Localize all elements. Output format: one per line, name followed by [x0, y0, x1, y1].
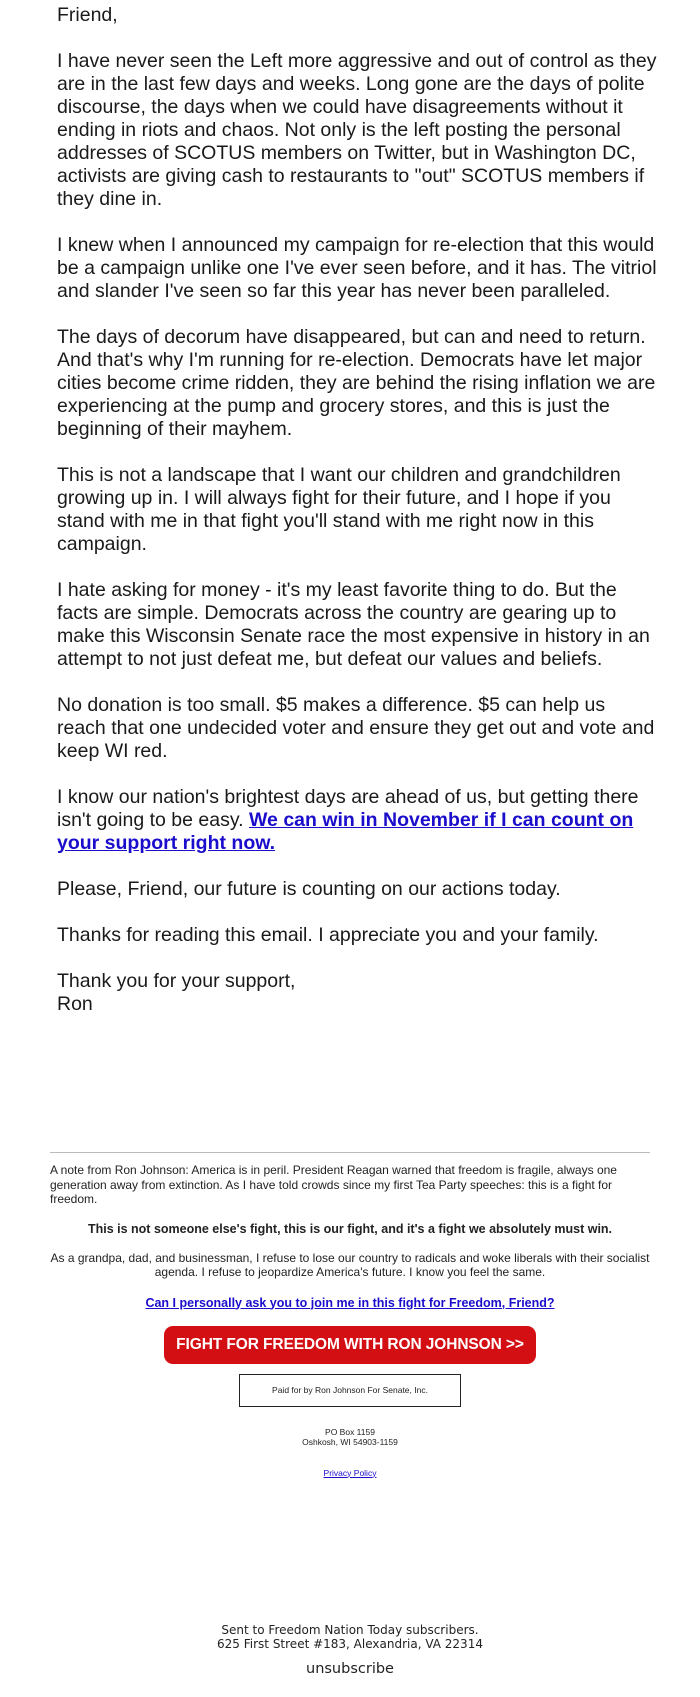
emphasis-statement: This is not someone else's fight, this is our fight, and it's a fight we absolutely must win.	[87, 1221, 613, 1236]
letter-paragraph: The days of decorum have disappeared, but can and need to return. And that's why I'm running for re-election. Democrats have let major cities become crime ridden, they are behind the rising inflation we are experiencing at the pump and grocery stores, and this is just the beginning of their mayhem.	[57, 326, 656, 440]
letter-paragraph-text: I know our nation's brightest days are ahead of us, but getting there isn't going to be easy.	[57, 786, 639, 831]
sent-to-text: Sent to Freedom Nation Today subscribers.	[221, 1623, 479, 1637]
letter-paragraph: Thanks for reading this email. I appreciate you and your family.	[57, 924, 599, 946]
privacy-row	[50, 1463, 650, 1481]
paid-for-disclaimer: Paid for by Ron Johnson For Senate, Inc.	[239, 1374, 461, 1407]
support-link[interactable]: We can win in November if I can count on your support right now.	[57, 809, 634, 854]
ask-row	[50, 1294, 650, 1312]
letter-paragraph	[57, 786, 657, 855]
unsubscribe-link[interactable]: unsubscribe	[306, 1661, 394, 1677]
signature-block	[57, 970, 657, 1016]
cta-row	[50, 1326, 650, 1364]
fight-for-freedom-button[interactable]: FIGHT FOR FREEDOM WITH RON JOHNSON >>	[164, 1326, 536, 1364]
sender-address: 625 First Street #183, Alexandria, VA 22314	[217, 1637, 483, 1651]
greeting: Friend,	[57, 4, 118, 26]
po-box: PO Box 1159	[325, 1426, 375, 1437]
letter-paragraph: I have never seen the Left more aggressive and out of control as they are in the last few days and weeks. Long gone are the days of polite discourse, the days when we could have disagreements without it ending in riots and chaos. Not only is the left posting the personal addresses of SCOTUS members on Twitter, but in Washington DC, activists are giving cash to restaurants to "out" SCOTUS members if they dine in.	[57, 50, 657, 210]
letter-content	[57, 4, 657, 1016]
letter-paragraph: No donation is too small. $5 makes a difference. $5 can help us reach that one undecided voter and ensure they get out and vote and keep WI red.	[57, 694, 655, 762]
signoff: Thank you for your support,	[57, 970, 296, 992]
letter-paragraph: This is not a landscape that I want our children and grandchildren growing up in. I will always fight for their future, and I hope if you stand with me in that fight you'll stand with me right now in this campaign.	[57, 464, 621, 555]
city-state-zip: Oshkosh, WI 54903-1159	[302, 1436, 398, 1447]
grandpa-statement: As a grandpa, dad, and businessman, I refuse to lose our country to radicals and woke liberals with their socialist agenda. I refuse to jeopardize America's future. I know you feel the same.	[50, 1250, 650, 1279]
ask-link[interactable]: Can I personally ask you to join me in this fight for Freedom, Friend?	[145, 1295, 555, 1310]
divider	[50, 1152, 650, 1153]
note-from-ron: A note from Ron Johnson: America is in peril. President Reagan warned that freedom is fragile, always one generation away from extinction. As I have told crowds since my first Tea Party speeches: this is a fight for freedom.	[50, 1163, 617, 1206]
letter-paragraph: I hate asking for money - it's my least favorite thing to do. But the facts are simple. Democrats across the country are gearing up to make this Wisconsin Senate race the most expensive in history in an attempt to not just defeat me, but defeat our values and beliefs.	[57, 579, 650, 670]
paid-for-row	[50, 1374, 650, 1407]
subscription-info	[0, 1623, 700, 1651]
mailing-address	[50, 1427, 650, 1447]
letter-paragraph: Please, Friend, our future is counting on our actions today.	[57, 878, 561, 900]
signature: Ron	[57, 993, 93, 1015]
footer	[50, 1152, 650, 1497]
letter-paragraph: I knew when I announced my campaign for re-election that this would be a campaign unlike one I've ever seen before, and it has. The vitriol and slander I've seen so far this year has never been paralleled.	[57, 234, 657, 302]
privacy-policy-link[interactable]: Privacy Policy	[323, 1467, 377, 1478]
